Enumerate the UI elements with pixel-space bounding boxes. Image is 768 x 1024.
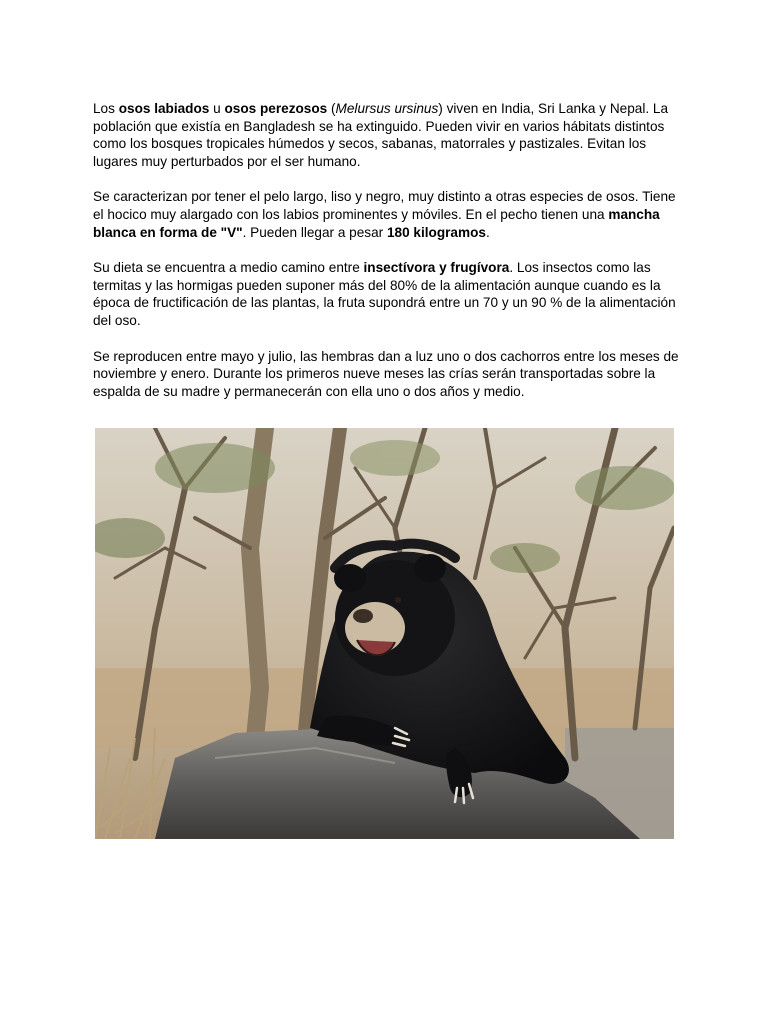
paragraph-intro: Los osos labiados u osos perezosos (Melursus ursinus) viven en India, Sri Lanka y Nepal. La población que existía en Bangladesh se ha extinguido. Pueden vivir en varios hábitats distintos como los bosques tropicales húmedos y secos, sabanas, matorrales y pastizales. Evitan los lugares muy perturbados por el ser humano.: [93, 101, 669, 169]
sloth-bear-illustration: [95, 428, 674, 839]
sloth-bear-photo: [95, 428, 674, 839]
paragraph-diet: Su dieta se encuentra a medio camino entre insectívora y frugívora. Los insectos como las termitas y las hormigas pueden suponer más del 80% de la alimentación aunque cuando es la época de fructificación de las plantas, la fruta supondrá entre un 70 y un 90 % de la alimentación del oso.: [93, 260, 676, 328]
paragraph-appearance: Se caracterizan por tener el pelo largo, liso y negro, muy distinto a otras especies de osos. Tiene el hocico muy alargado con los labios prominentes y móviles. En el pecho tienen una mancha blanca en forma de "V". Pueden llegar a pesar 180 kilogramos.: [93, 189, 676, 240]
document-body: [93, 100, 683, 418]
paragraph-reproduction: Se reproducen entre mayo y julio, las hembras dan a luz uno o dos cachorros entre los meses de noviembre y enero. Durante los primeros nueve meses las crías serán transportadas sobre la espalda de su madre y permanecerán con ella uno o dos años y medio.: [93, 348, 679, 399]
